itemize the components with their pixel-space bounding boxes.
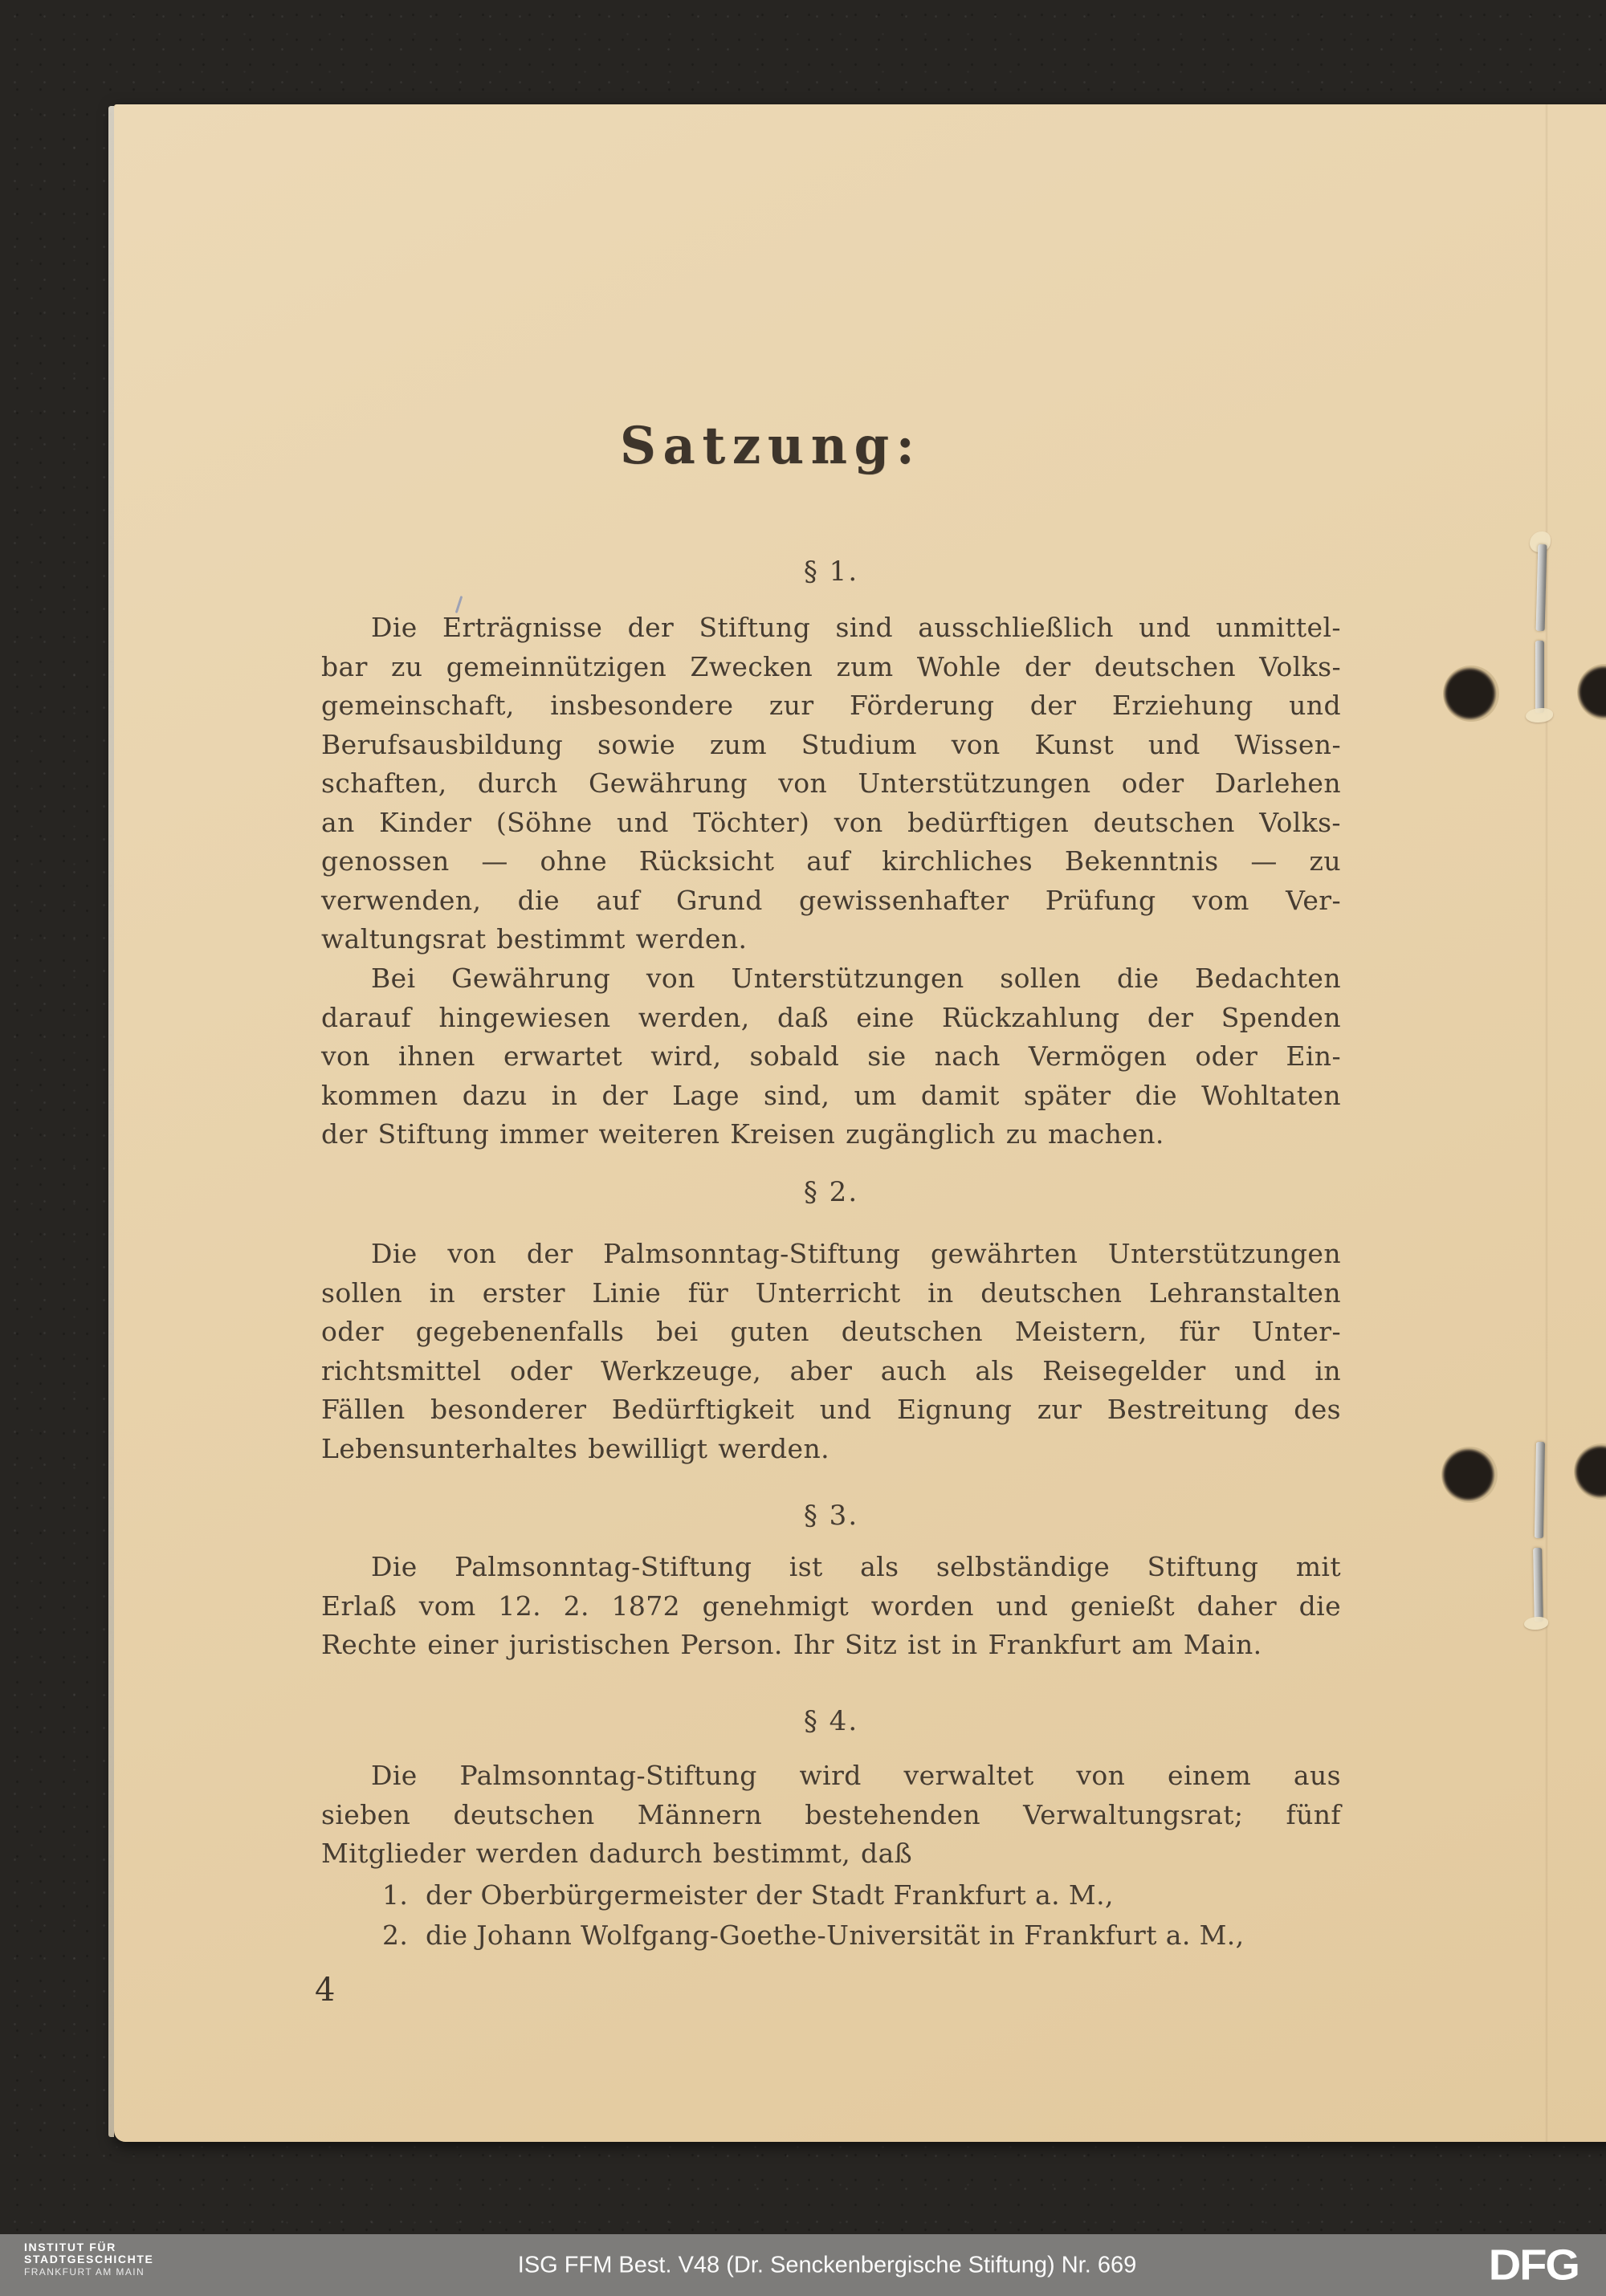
text-line: richtsmittel oder Werkzeuge, aber auch als Reisegelder und in xyxy=(321,1354,1341,1386)
punch-hole xyxy=(1577,664,1606,720)
section-heading-3: § 3. xyxy=(803,1500,859,1532)
institute-city-line: FRANKFURT AM MAIN xyxy=(24,2266,145,2278)
text-line: Bei Gewährung von Unterstützungen sollen die Bedachten xyxy=(371,963,1341,994)
text-line: darauf hingewiesen werden, daß eine Rückzahlung der Spenden xyxy=(321,1001,1341,1033)
text-line: schaften, durch Gewährung von Unterstützungen oder Darlehen xyxy=(321,767,1341,799)
paragraph-4-1 xyxy=(321,1757,1341,1874)
text-line: Rechte einer juristischen Person. Ihr Sitz ist in Frankfurt am Main. xyxy=(321,1629,1262,1660)
member-list xyxy=(382,1875,1378,1956)
list-item-text: der Oberbürgermeister der Stadt Frankfurt a. M., xyxy=(426,1879,1114,1911)
text-line: von ihnen erwartet wird, sobald sie nach Vermögen oder Ein- xyxy=(321,1040,1341,1072)
text-line: bar zu gemeinnützigen Zwecken zum Wohle der deutschen Volks- xyxy=(321,650,1341,682)
text-line: Die von der Palmsonntag-Stiftung gewährten Unterstützungen xyxy=(371,1238,1341,1269)
list-item-number: 2. xyxy=(382,1919,409,1951)
list-item-text: die Johann Wolfgang-Goethe-Universität in Frankfurt a. M., xyxy=(426,1919,1245,1951)
list-item xyxy=(382,1875,1378,1915)
staple xyxy=(1535,641,1544,713)
archive-footer xyxy=(0,2234,1606,2296)
text-line: verwenden, die auf Grund gewissenhafter Prüfung vom Ver- xyxy=(321,884,1341,916)
document-page xyxy=(114,104,1606,2142)
punch-hole xyxy=(1441,1447,1498,1503)
document-title: Satzung: xyxy=(620,416,922,476)
text-line: Fällen besonderer Bedürftigkeit und Eignung zur Bestreitung des xyxy=(321,1394,1341,1425)
text-line: Die Palmsonntag-Stiftung ist als selbständige Stiftung mit xyxy=(371,1551,1341,1582)
text-line: waltungsrat bestimmt werden. xyxy=(321,923,748,955)
text-line: Lebensunterhaltes bewilligt werden. xyxy=(321,1432,829,1464)
institute-name-line: STADTGESCHICHTE xyxy=(24,2253,154,2266)
punch-hole xyxy=(1443,666,1499,722)
paragraph-2-1 xyxy=(321,1235,1341,1468)
text-line: an Kinder (Söhne und Töchter) von bedürftigen deutschen Volks- xyxy=(321,806,1341,838)
section-heading-2: § 2. xyxy=(803,1176,859,1208)
fold-crease xyxy=(1545,104,1548,2142)
paragraph-1-1 xyxy=(321,609,1341,959)
text-line: kommen dazu in der Lage sind, um damit später die Wohltaten xyxy=(321,1079,1341,1111)
text-line: sollen in erster Linie für Unterricht in deutschen Lehranstalten xyxy=(321,1276,1341,1309)
section-heading-4: § 4. xyxy=(803,1705,859,1737)
page-number: 4 xyxy=(315,1972,336,2009)
text-line: Mitglieder werden dadurch bestimmt, daß xyxy=(321,1838,913,1869)
text-line: Erlaß vom 12. 2. 1872 genehmigt worden und genießt daher die xyxy=(321,1590,1341,1622)
text-line: gemeinschaft, insbesondere zur Förderung der Erziehung und xyxy=(321,690,1341,721)
institute-name-line: INSTITUT FÜR xyxy=(24,2241,116,2253)
institute-logo xyxy=(24,2241,153,2278)
staple xyxy=(1535,1442,1545,1538)
paper-scrap xyxy=(1526,708,1553,723)
section-heading-1: § 1. xyxy=(803,556,859,588)
staple xyxy=(1533,1548,1543,1622)
text-line: Die Erträgnisse der Stiftung sind ausschließlich und unmittel- xyxy=(371,612,1341,643)
text-line: der Stiftung immer weiteren Kreisen zugänglich zu machen. xyxy=(321,1118,1164,1150)
paragraph-3-1 xyxy=(321,1548,1341,1665)
punch-hole xyxy=(1574,1443,1606,1500)
archive-reference: ISG FFM Best. V48 (Dr. Senckenbergische Stiftung) Nr. 669 xyxy=(517,2252,1137,2278)
paragraph-1-2 xyxy=(321,959,1341,1154)
text-line: oder gegebenenfalls bei guten deutschen Meistern, für Unter- xyxy=(321,1316,1341,1347)
text-line: sieben deutschen Männern bestehenden Verwaltungsrat; fünf xyxy=(321,1798,1341,1830)
text-line: genossen — ohne Rücksicht auf kirchliches Bekenntnis — zu xyxy=(321,845,1341,877)
list-item-number: 1. xyxy=(382,1879,409,1911)
text-line: Berufsausbildung sowie zum Studium von Kunst und Wissen- xyxy=(321,728,1341,760)
text-line: Die Palmsonntag-Stiftung wird verwaltet von einem aus xyxy=(371,1760,1341,1791)
list-item xyxy=(382,1915,1378,1956)
dfg-logo: DFG xyxy=(1488,2239,1579,2289)
